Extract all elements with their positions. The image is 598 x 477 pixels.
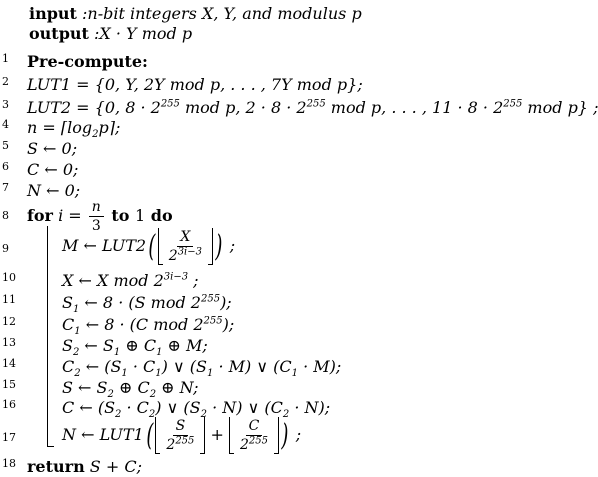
line-number: 16 [2, 398, 16, 411]
line-number: 2 [2, 75, 9, 88]
s1-assignment: $S_1$ ← 8 · (S mod $2^{255}$); [62, 293, 232, 316]
c1-assignment: $C_1$ ← 8 · (C mod $2^{255}$); [62, 315, 235, 338]
s-update: S ← $S_2$ ⊕ $C_2$ ⊕ N; [62, 378, 199, 401]
line-number: 17 [2, 431, 16, 444]
for-loop-header: for i = $\frac{n}{3}$ to 1 do [27, 199, 173, 234]
line-number: 1 [2, 52, 9, 65]
line-number: 3 [2, 98, 9, 111]
lut2-definition: LUT2 = {0, $8 \cdot 2^{255}$ mod p, $2 \cdot 8 \cdot 2^{255}$ mod p, . . . , $11 \cdot 8 \cdot 2^{255}$ mod p} ; [27, 98, 598, 117]
s2-assignment: $S_2$ ← $S_1$ ⊕ $C_1$ ⊕ M; [62, 336, 208, 359]
n-definition: $n = ⌈\log_2p⌉$; [27, 118, 121, 141]
s-init: S ← 0; [27, 139, 78, 158]
output-keyword: output [29, 24, 89, 43]
line-number: 5 [2, 139, 9, 152]
output-line [29, 24, 192, 43]
line-number: 15 [2, 378, 16, 391]
c-update: C ← $(S_2 \cdot C_2)$ ∨ $(S_2 \cdot N)$ ∨ $(C_2 \cdot N)$; [62, 398, 331, 421]
line-number: 4 [2, 118, 9, 131]
x-update: X ← X mod $2^{3i-3}$ ; [62, 271, 199, 290]
input-description: :n-bit integers X, Y, and modulus p [82, 4, 362, 23]
n-init: N ← 0; [27, 181, 81, 200]
precompute-heading: Pre-compute: [27, 52, 148, 71]
line-number: 6 [2, 160, 9, 173]
line-number: 8 [2, 209, 9, 222]
loop-body-bar [47, 226, 48, 446]
n-update: N ← LUT1( $\frac{S}{2^{255}}$ + $\frac{C}{2^{255}}$ ) ; [62, 417, 302, 453]
loop-body-end [47, 446, 54, 447]
line-number: 18 [2, 457, 16, 470]
line-number: 13 [2, 336, 16, 349]
c2-assignment: $C_2$ ← $(S_1 \cdot C_1)$ ∨ $(S_1 \cdot M)$ ∨ $(C_1 \cdot M)$; [62, 357, 342, 380]
m-assignment: M ← LUT2( $\frac{X}{2^{3i-3}}$ ) ; [62, 228, 236, 264]
input-line [29, 4, 362, 23]
line-number: 9 [2, 242, 9, 255]
return-statement: return S + C; [27, 457, 142, 476]
line-number: 11 [2, 293, 16, 306]
output-description: :X · Y mod p [94, 24, 193, 43]
input-keyword: input [29, 4, 77, 23]
line-number: 7 [2, 181, 9, 194]
c-init: C ← 0; [27, 160, 79, 179]
line-number: 10 [2, 271, 16, 284]
lut1-definition: LUT1 = {0, Y, 2Y mod p, . . . , 7Y mod p}; [27, 75, 363, 94]
line-number: 12 [2, 315, 16, 328]
line-number: 14 [2, 357, 16, 370]
